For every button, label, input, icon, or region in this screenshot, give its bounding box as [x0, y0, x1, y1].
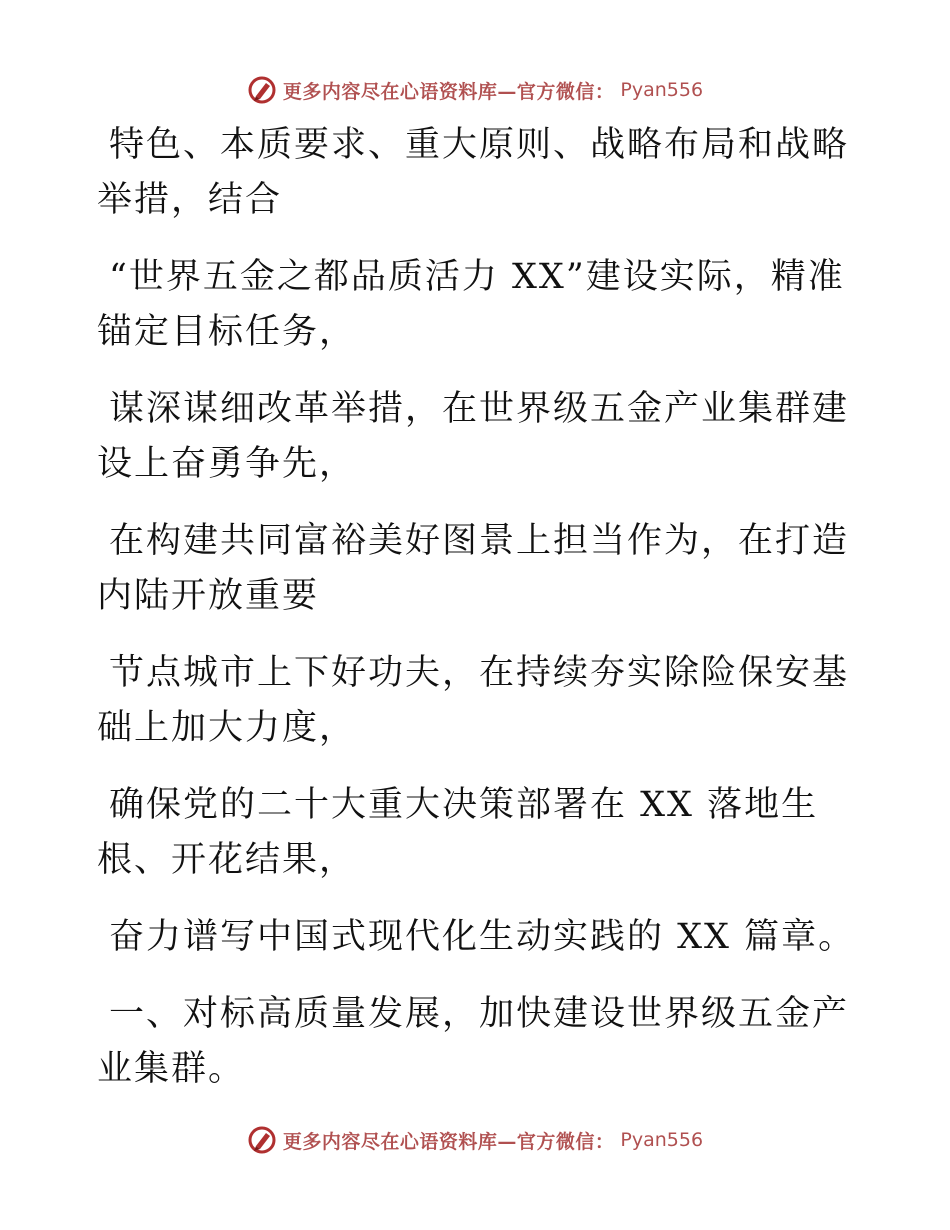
paragraph-3 [97, 382, 857, 492]
paragraph-4-text: 在构建共同富裕美好图景上担当作为，在打造内陆开放重要 [97, 521, 850, 616]
section-heading-1-text: 一、对标高质量发展，加快建设世界级五金产业集群。 [97, 994, 850, 1089]
document-body [97, 118, 857, 1119]
watermark-text: 更多内容尽在心语资料库—官方微信： [282, 80, 615, 103]
watermark-contact: Pyan556 [620, 79, 704, 101]
paragraph-5-text: 节点城市上下好功夫，在持续夯实除险保安基础上加大力度， [97, 653, 850, 748]
pen-logo-icon [247, 75, 277, 105]
paragraph-6 [97, 778, 857, 888]
paragraph-3-text: 谋深谋细改革举措，在世界级五金产业集群建设上奋勇争先， [97, 389, 850, 484]
paragraph-6-text: 确保党的二十大重大决策部署在 XX 落地生根、开花结果， [97, 785, 819, 880]
page-header-watermark [0, 70, 950, 110]
paragraph-7-text: 奋力谱写中国式现代化生动实践的 XX 篇章。 [109, 917, 856, 957]
paragraph-7 [97, 910, 857, 965]
paragraph-1-text: 特色、本质要求、重大原则、战略布局和战略举措，结合 [97, 125, 850, 220]
pen-logo-icon [247, 1125, 277, 1155]
watermark-contact: Pyan556 [620, 1129, 704, 1151]
page-footer-watermark [0, 1120, 950, 1160]
paragraph-4 [97, 514, 857, 624]
paragraph-5 [97, 646, 857, 756]
watermark-text: 更多内容尽在心语资料库—官方微信： [282, 1130, 615, 1153]
paragraph-2 [97, 250, 857, 360]
paragraph-1 [97, 118, 857, 228]
paragraph-2-text: “世界五金之都品质活力 XX”建设实际，精准锚定目标任务， [97, 257, 845, 352]
section-heading-1 [97, 987, 857, 1097]
